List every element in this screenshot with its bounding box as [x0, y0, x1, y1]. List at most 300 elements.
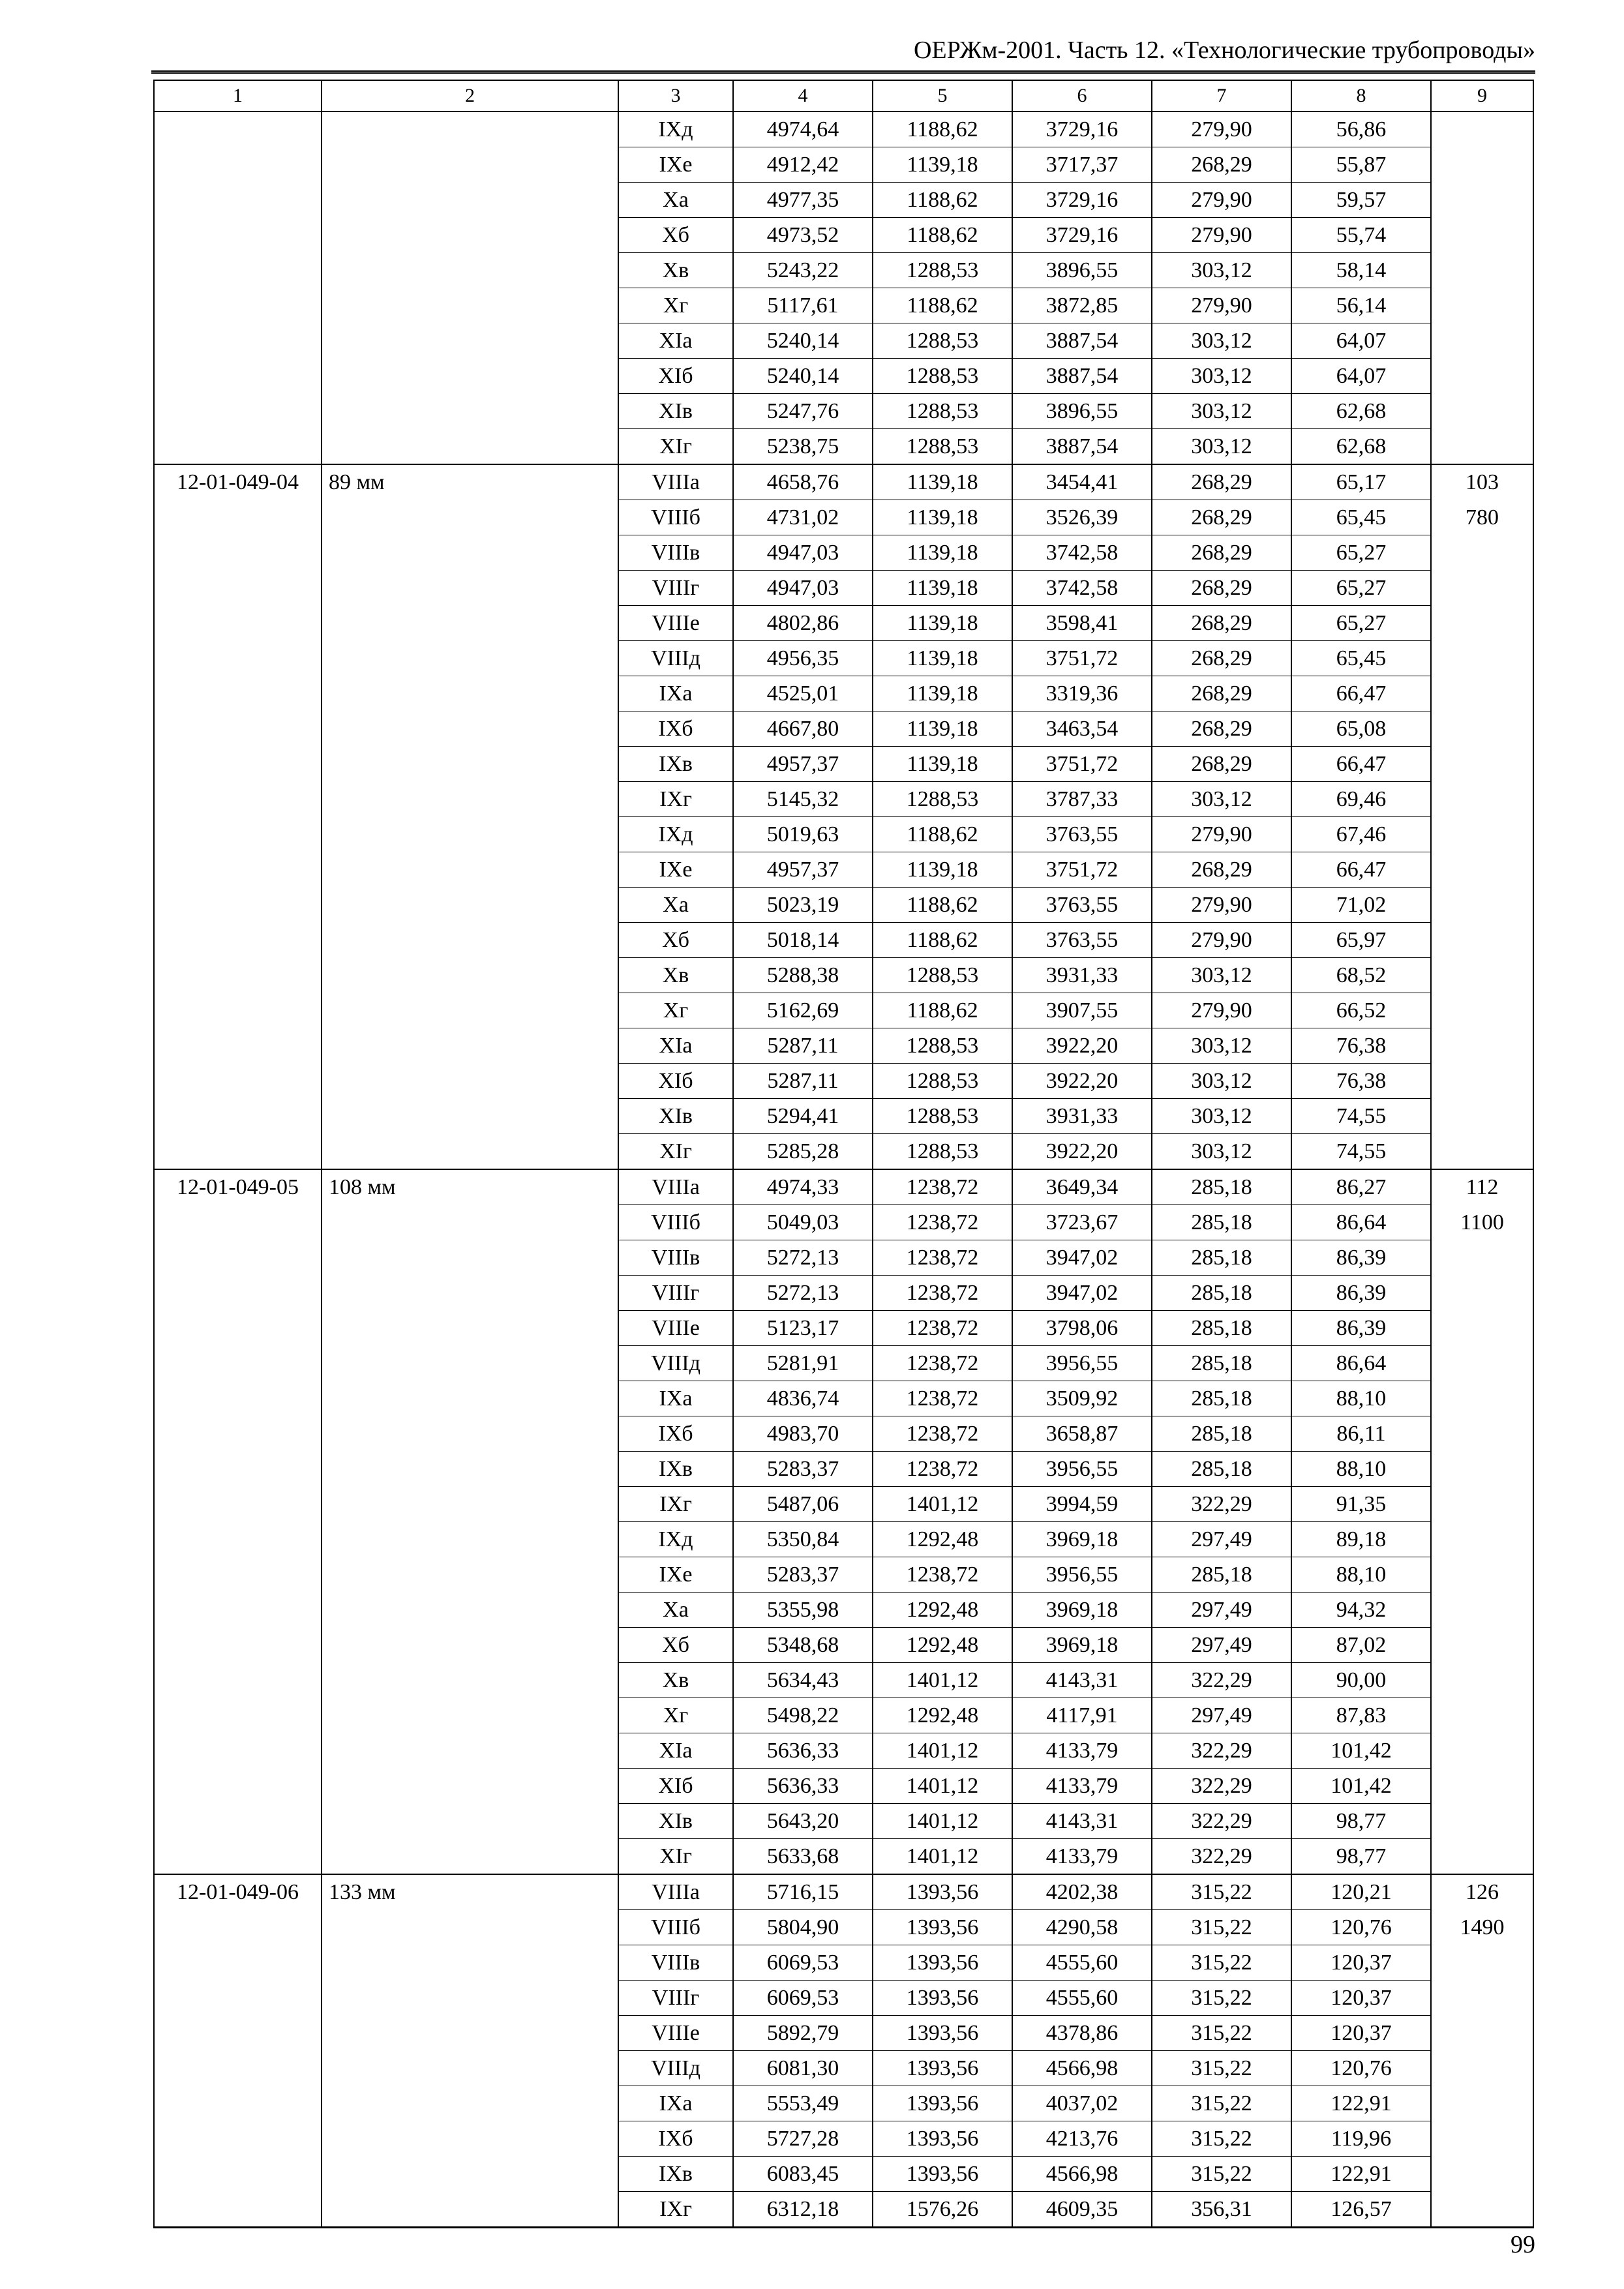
machine-cost-cell: 3319,36 — [1012, 676, 1152, 711]
operator-wage-cell: 268,29 — [1152, 147, 1291, 183]
total-cost-cell: 5272,13 — [733, 1240, 873, 1276]
operator-wage-cell: 285,18 — [1152, 1311, 1291, 1346]
norm-code-cell — [154, 1557, 322, 1593]
norm-code-cell — [154, 2086, 322, 2121]
grade-cell: XIг — [618, 1134, 733, 1170]
grade-cell: VIIIa — [618, 1874, 733, 1910]
operator-wage-cell: 285,18 — [1152, 1169, 1291, 1205]
total-cost-cell: 5238,75 — [733, 429, 873, 465]
norm-name-cell — [322, 1945, 618, 1981]
total-cost-cell: 4947,03 — [733, 535, 873, 571]
labor-cell — [1431, 2121, 1533, 2157]
machine-cost-cell: 3922,20 — [1012, 1028, 1152, 1064]
grade-cell: Xa — [618, 888, 733, 923]
norm-code-cell — [154, 323, 322, 359]
norm-code-cell — [154, 1381, 322, 1416]
materials-cost-cell: 86,39 — [1291, 1311, 1431, 1346]
operator-wage-cell: 303,12 — [1152, 782, 1291, 817]
operator-wage-cell: 315,22 — [1152, 1874, 1291, 1910]
materials-cost-cell: 65,27 — [1291, 535, 1431, 571]
norm-name-cell — [322, 183, 618, 218]
total-cost-cell: 4956,35 — [733, 641, 873, 676]
wage-cell: 1188,62 — [873, 817, 1012, 852]
norm-code-cell — [154, 782, 322, 817]
table-row — [154, 1346, 1533, 1381]
table-row — [154, 1557, 1533, 1593]
grade-cell: VIIIг — [618, 1981, 733, 2016]
grade-cell: Xa — [618, 183, 733, 218]
total-cost-cell: 5285,28 — [733, 1134, 873, 1170]
table-row — [154, 2051, 1533, 2086]
grade-cell: IXб — [618, 2121, 733, 2157]
wage-cell: 1188,62 — [873, 923, 1012, 958]
operator-wage-cell: 297,49 — [1152, 1522, 1291, 1557]
grade-cell: IXг — [618, 1487, 733, 1522]
labor-cell — [1431, 958, 1533, 993]
machine-cost-cell: 3751,72 — [1012, 852, 1152, 888]
labor-cell — [1431, 1522, 1533, 1557]
wage-cell: 1188,62 — [873, 218, 1012, 253]
norm-name-cell — [322, 1134, 618, 1170]
wage-cell: 1288,53 — [873, 253, 1012, 288]
grade-cell: Xв — [618, 1663, 733, 1698]
operator-wage-cell: 315,22 — [1152, 1910, 1291, 1945]
machine-cost-cell: 3994,59 — [1012, 1487, 1152, 1522]
column-number: 3 — [618, 80, 733, 112]
table-row — [154, 1698, 1533, 1733]
table-row — [154, 1663, 1533, 1698]
column-number: 8 — [1291, 80, 1431, 112]
operator-wage-cell: 315,22 — [1152, 2086, 1291, 2121]
wage-cell: 1188,62 — [873, 112, 1012, 147]
norm-name-cell — [322, 1381, 618, 1416]
norm-code-cell — [154, 1240, 322, 1276]
operator-wage-cell: 297,49 — [1152, 1628, 1291, 1663]
materials-cost-cell: 56,86 — [1291, 112, 1431, 147]
grade-cell: VIIIб — [618, 1910, 733, 1945]
machine-cost-cell: 3723,67 — [1012, 1205, 1152, 1240]
total-cost-cell: 5281,91 — [733, 1346, 873, 1381]
operator-wage-cell: 268,29 — [1152, 676, 1291, 711]
table-row — [154, 183, 1533, 218]
machine-cost-cell: 4290,58 — [1012, 1910, 1152, 1945]
wage-cell: 1288,53 — [873, 1028, 1012, 1064]
labor-cell: 780 — [1431, 500, 1533, 535]
grade-cell: XIб — [618, 1769, 733, 1804]
labor-cell — [1431, 535, 1533, 571]
norm-code-cell — [154, 993, 322, 1028]
wage-cell: 1238,72 — [873, 1557, 1012, 1593]
table-row — [154, 1205, 1533, 1240]
materials-cost-cell: 59,57 — [1291, 183, 1431, 218]
materials-cost-cell: 65,45 — [1291, 500, 1431, 535]
norm-name-cell — [322, 147, 618, 183]
machine-cost-cell: 3742,58 — [1012, 535, 1152, 571]
norm-name-cell — [322, 112, 618, 147]
norm-name-cell — [322, 429, 618, 465]
wage-cell: 1288,53 — [873, 782, 1012, 817]
grade-cell: Xг — [618, 1698, 733, 1733]
operator-wage-cell: 279,90 — [1152, 288, 1291, 323]
grade-cell: IXa — [618, 676, 733, 711]
table-row — [154, 747, 1533, 782]
norm-name-cell — [322, 1804, 618, 1839]
norm-code-cell — [154, 112, 322, 147]
total-cost-cell: 4667,80 — [733, 711, 873, 747]
norm-name-cell — [322, 535, 618, 571]
machine-cost-cell: 3887,54 — [1012, 323, 1152, 359]
operator-wage-cell: 285,18 — [1152, 1381, 1291, 1416]
labor-cell — [1431, 218, 1533, 253]
grade-cell: IXe — [618, 1557, 733, 1593]
total-cost-cell: 5553,49 — [733, 2086, 873, 2121]
materials-cost-cell: 120,21 — [1291, 1874, 1431, 1910]
materials-cost-cell: 65,27 — [1291, 571, 1431, 606]
table-row — [154, 394, 1533, 429]
norm-code-cell — [154, 2051, 322, 2086]
materials-cost-cell: 55,87 — [1291, 147, 1431, 183]
norm-name-cell — [322, 1557, 618, 1593]
labor-cell — [1431, 817, 1533, 852]
total-cost-cell: 5643,20 — [733, 1804, 873, 1839]
table-row — [154, 1874, 1533, 1910]
machine-cost-cell: 3887,54 — [1012, 429, 1152, 465]
labor-cell — [1431, 747, 1533, 782]
norm-code-cell — [154, 2121, 322, 2157]
table-row — [154, 1381, 1533, 1416]
total-cost-cell: 5123,17 — [733, 1311, 873, 1346]
total-cost-cell: 4836,74 — [733, 1381, 873, 1416]
page-number: 99 — [1511, 2231, 1535, 2258]
machine-cost-cell: 4037,02 — [1012, 2086, 1152, 2121]
wage-cell: 1139,18 — [873, 676, 1012, 711]
labor-cell — [1431, 1311, 1533, 1346]
norm-code-cell — [154, 1099, 322, 1134]
operator-wage-cell: 285,18 — [1152, 1557, 1291, 1593]
machine-cost-cell: 3751,72 — [1012, 747, 1152, 782]
wage-cell: 1139,18 — [873, 606, 1012, 641]
norm-name-cell — [322, 1276, 618, 1311]
norm-code-cell — [154, 852, 322, 888]
total-cost-cell: 4947,03 — [733, 571, 873, 606]
wage-cell: 1238,72 — [873, 1276, 1012, 1311]
total-cost-cell: 5023,19 — [733, 888, 873, 923]
materials-cost-cell: 65,17 — [1291, 464, 1431, 500]
table-row — [154, 1169, 1533, 1205]
grade-cell: Xв — [618, 958, 733, 993]
norm-name-cell — [322, 571, 618, 606]
norm-name-cell — [322, 253, 618, 288]
norm-name-cell — [322, 500, 618, 535]
wage-cell: 1139,18 — [873, 711, 1012, 747]
grade-cell: XIг — [618, 429, 733, 465]
norm-name-cell — [322, 1487, 618, 1522]
grade-cell: XIa — [618, 323, 733, 359]
labor-cell — [1431, 1452, 1533, 1487]
wage-cell: 1288,53 — [873, 429, 1012, 465]
norm-name-cell — [322, 641, 618, 676]
wage-cell: 1288,53 — [873, 1064, 1012, 1099]
total-cost-cell: 5243,22 — [733, 253, 873, 288]
norm-name-cell — [322, 852, 618, 888]
labor-cell: 112 — [1431, 1169, 1533, 1205]
total-cost-cell: 5350,84 — [733, 1522, 873, 1557]
norm-code-cell — [154, 747, 322, 782]
materials-cost-cell: 91,35 — [1291, 1487, 1431, 1522]
labor-cell — [1431, 1557, 1533, 1593]
table-row — [154, 1452, 1533, 1487]
operator-wage-cell: 268,29 — [1152, 711, 1291, 747]
labor-cell — [1431, 852, 1533, 888]
materials-cost-cell: 62,68 — [1291, 429, 1431, 465]
norm-code-cell — [154, 1522, 322, 1557]
materials-cost-cell: 119,96 — [1291, 2121, 1431, 2157]
machine-cost-cell: 4213,76 — [1012, 2121, 1152, 2157]
labor-cell — [1431, 1804, 1533, 1839]
table-row — [154, 1804, 1533, 1839]
grade-cell: XIг — [618, 1839, 733, 1875]
norm-code-cell — [154, 500, 322, 535]
materials-cost-cell: 86,39 — [1291, 1240, 1431, 1276]
norm-code-cell — [154, 429, 322, 465]
norm-name-cell — [322, 1205, 618, 1240]
machine-cost-cell: 3658,87 — [1012, 1416, 1152, 1452]
grade-cell: XIв — [618, 1099, 733, 1134]
operator-wage-cell: 297,49 — [1152, 1593, 1291, 1628]
wage-cell: 1139,18 — [873, 852, 1012, 888]
machine-cost-cell: 3526,39 — [1012, 500, 1152, 535]
wage-cell: 1139,18 — [873, 500, 1012, 535]
materials-cost-cell: 98,77 — [1291, 1804, 1431, 1839]
operator-wage-cell: 285,18 — [1152, 1416, 1291, 1452]
wage-cell: 1401,12 — [873, 1487, 1012, 1522]
machine-cost-cell: 3729,16 — [1012, 112, 1152, 147]
table-row — [154, 218, 1533, 253]
total-cost-cell: 5247,76 — [733, 394, 873, 429]
table-body — [154, 112, 1533, 2228]
norm-code-cell — [154, 923, 322, 958]
wage-cell: 1576,26 — [873, 2192, 1012, 2228]
labor-cell: 126 — [1431, 1874, 1533, 1910]
materials-cost-cell: 120,76 — [1291, 1910, 1431, 1945]
wage-cell: 1288,53 — [873, 323, 1012, 359]
materials-cost-cell: 98,77 — [1291, 1839, 1431, 1875]
operator-wage-cell: 285,18 — [1152, 1276, 1291, 1311]
materials-cost-cell: 65,08 — [1291, 711, 1431, 747]
labor-cell — [1431, 2086, 1533, 2121]
machine-cost-cell: 3922,20 — [1012, 1134, 1152, 1170]
labor-cell — [1431, 641, 1533, 676]
norm-code-cell: 12-01-049-06 — [154, 1874, 322, 1910]
norm-code-cell — [154, 817, 322, 852]
norm-code-cell — [154, 1945, 322, 1981]
materials-cost-cell: 122,91 — [1291, 2157, 1431, 2192]
norm-code-cell — [154, 359, 322, 394]
machine-cost-cell: 3729,16 — [1012, 183, 1152, 218]
grade-cell: Xг — [618, 288, 733, 323]
labor-cell: 1490 — [1431, 1910, 1533, 1945]
total-cost-cell: 4731,02 — [733, 500, 873, 535]
machine-cost-cell: 3922,20 — [1012, 1064, 1152, 1099]
labor-cell — [1431, 1240, 1533, 1276]
grade-cell: VIIIг — [618, 571, 733, 606]
norm-code-cell — [154, 1205, 322, 1240]
norm-name-cell — [322, 394, 618, 429]
labor-cell — [1431, 1769, 1533, 1804]
machine-cost-cell: 4117,91 — [1012, 1698, 1152, 1733]
table-row — [154, 1733, 1533, 1769]
total-cost-cell: 5716,15 — [733, 1874, 873, 1910]
grade-cell: IXб — [618, 711, 733, 747]
norm-name-cell — [322, 676, 618, 711]
column-number: 9 — [1431, 80, 1533, 112]
wage-cell: 1288,53 — [873, 1134, 1012, 1170]
grade-cell: IXв — [618, 2157, 733, 2192]
machine-cost-cell: 3956,55 — [1012, 1346, 1152, 1381]
norm-name-cell — [322, 782, 618, 817]
total-cost-cell: 5498,22 — [733, 1698, 873, 1733]
norm-name-cell — [322, 218, 618, 253]
wage-cell: 1393,56 — [873, 1981, 1012, 2016]
machine-cost-cell: 3896,55 — [1012, 253, 1152, 288]
norm-name-cell — [322, 747, 618, 782]
norm-name-cell — [322, 1910, 618, 1945]
operator-wage-cell: 279,90 — [1152, 993, 1291, 1028]
table-row — [154, 1593, 1533, 1628]
labor-cell — [1431, 1134, 1533, 1170]
total-cost-cell: 4957,37 — [733, 747, 873, 782]
operator-wage-cell: 315,22 — [1152, 1981, 1291, 2016]
operator-wage-cell: 322,29 — [1152, 1804, 1291, 1839]
norm-code-cell — [154, 183, 322, 218]
machine-cost-cell: 4378,86 — [1012, 2016, 1152, 2051]
materials-cost-cell: 87,83 — [1291, 1698, 1431, 1733]
materials-cost-cell: 86,11 — [1291, 1416, 1431, 1452]
labor-cell — [1431, 1698, 1533, 1733]
total-cost-cell: 5117,61 — [733, 288, 873, 323]
wage-cell: 1188,62 — [873, 183, 1012, 218]
labor-cell — [1431, 1381, 1533, 1416]
operator-wage-cell: 303,12 — [1152, 1064, 1291, 1099]
labor-cell — [1431, 429, 1533, 465]
norm-code-cell — [154, 1733, 322, 1769]
norm-name-cell — [322, 1593, 618, 1628]
table-row — [154, 1028, 1533, 1064]
wage-cell: 1139,18 — [873, 535, 1012, 571]
table-row — [154, 253, 1533, 288]
operator-wage-cell: 303,12 — [1152, 253, 1291, 288]
operator-wage-cell: 315,22 — [1152, 2121, 1291, 2157]
materials-cost-cell: 55,74 — [1291, 218, 1431, 253]
materials-cost-cell: 62,68 — [1291, 394, 1431, 429]
norm-code-cell — [154, 958, 322, 993]
materials-cost-cell: 56,14 — [1291, 288, 1431, 323]
norm-code-cell — [154, 218, 322, 253]
norm-code-cell — [154, 1487, 322, 1522]
labor-cell — [1431, 1276, 1533, 1311]
materials-cost-cell: 120,76 — [1291, 2051, 1431, 2086]
machine-cost-cell: 3969,18 — [1012, 1628, 1152, 1663]
norm-code-cell — [154, 1346, 322, 1381]
total-cost-cell: 5294,41 — [733, 1099, 873, 1134]
operator-wage-cell: 268,29 — [1152, 535, 1291, 571]
operator-wage-cell: 303,12 — [1152, 958, 1291, 993]
machine-cost-cell: 3717,37 — [1012, 147, 1152, 183]
machine-cost-cell: 3729,16 — [1012, 218, 1152, 253]
column-number: 1 — [154, 80, 322, 112]
machine-cost-cell: 4143,31 — [1012, 1804, 1152, 1839]
materials-cost-cell: 89,18 — [1291, 1522, 1431, 1557]
grade-cell: IXд — [618, 1522, 733, 1557]
total-cost-cell: 5636,33 — [733, 1733, 873, 1769]
grade-cell: VIIIв — [618, 535, 733, 571]
grade-cell: IXa — [618, 2086, 733, 2121]
norm-name-cell — [322, 1981, 618, 2016]
labor-cell — [1431, 183, 1533, 218]
norm-code-cell — [154, 147, 322, 183]
materials-cost-cell: 67,46 — [1291, 817, 1431, 852]
total-cost-cell: 5240,14 — [733, 323, 873, 359]
total-cost-cell: 5019,63 — [733, 817, 873, 852]
wage-cell: 1292,48 — [873, 1522, 1012, 1557]
materials-cost-cell: 88,10 — [1291, 1452, 1431, 1487]
norm-name-cell: 89 мм — [322, 464, 618, 500]
total-cost-cell: 4983,70 — [733, 1416, 873, 1452]
operator-wage-cell: 279,90 — [1152, 888, 1291, 923]
table-row — [154, 112, 1533, 147]
wage-cell: 1292,48 — [873, 1698, 1012, 1733]
labor-cell — [1431, 2016, 1533, 2051]
grade-cell: VIIIe — [618, 1311, 733, 1346]
norm-name-cell — [322, 323, 618, 359]
materials-cost-cell: 76,38 — [1291, 1028, 1431, 1064]
materials-cost-cell: 65,97 — [1291, 923, 1431, 958]
wage-cell: 1288,53 — [873, 958, 1012, 993]
labor-cell — [1431, 323, 1533, 359]
table-row — [154, 1487, 1533, 1522]
materials-cost-cell: 66,47 — [1291, 676, 1431, 711]
total-cost-cell: 5288,38 — [733, 958, 873, 993]
wage-cell: 1238,72 — [873, 1205, 1012, 1240]
total-cost-cell: 5145,32 — [733, 782, 873, 817]
operator-wage-cell: 285,18 — [1152, 1205, 1291, 1240]
wage-cell: 1393,56 — [873, 2051, 1012, 2086]
labor-cell: 1100 — [1431, 1205, 1533, 1240]
materials-cost-cell: 68,52 — [1291, 958, 1431, 993]
total-cost-cell: 4974,33 — [733, 1169, 873, 1205]
table-row — [154, 1945, 1533, 1981]
machine-cost-cell: 3947,02 — [1012, 1240, 1152, 1276]
grade-cell: XIa — [618, 1733, 733, 1769]
norm-name-cell — [322, 1769, 618, 1804]
wage-cell: 1401,12 — [873, 1839, 1012, 1875]
total-cost-cell: 6083,45 — [733, 2157, 873, 2192]
total-cost-cell: 5162,69 — [733, 993, 873, 1028]
norm-code-cell — [154, 676, 322, 711]
operator-wage-cell: 315,22 — [1152, 2051, 1291, 2086]
labor-cell — [1431, 711, 1533, 747]
materials-cost-cell: 120,37 — [1291, 2016, 1431, 2051]
table-row — [154, 147, 1533, 183]
column-number: 6 — [1012, 80, 1152, 112]
table-row — [154, 535, 1533, 571]
labor-cell — [1431, 253, 1533, 288]
table-row — [154, 500, 1533, 535]
norms-table — [153, 80, 1534, 2228]
table-row — [154, 852, 1533, 888]
table-row — [154, 288, 1533, 323]
grade-cell: XIб — [618, 359, 733, 394]
